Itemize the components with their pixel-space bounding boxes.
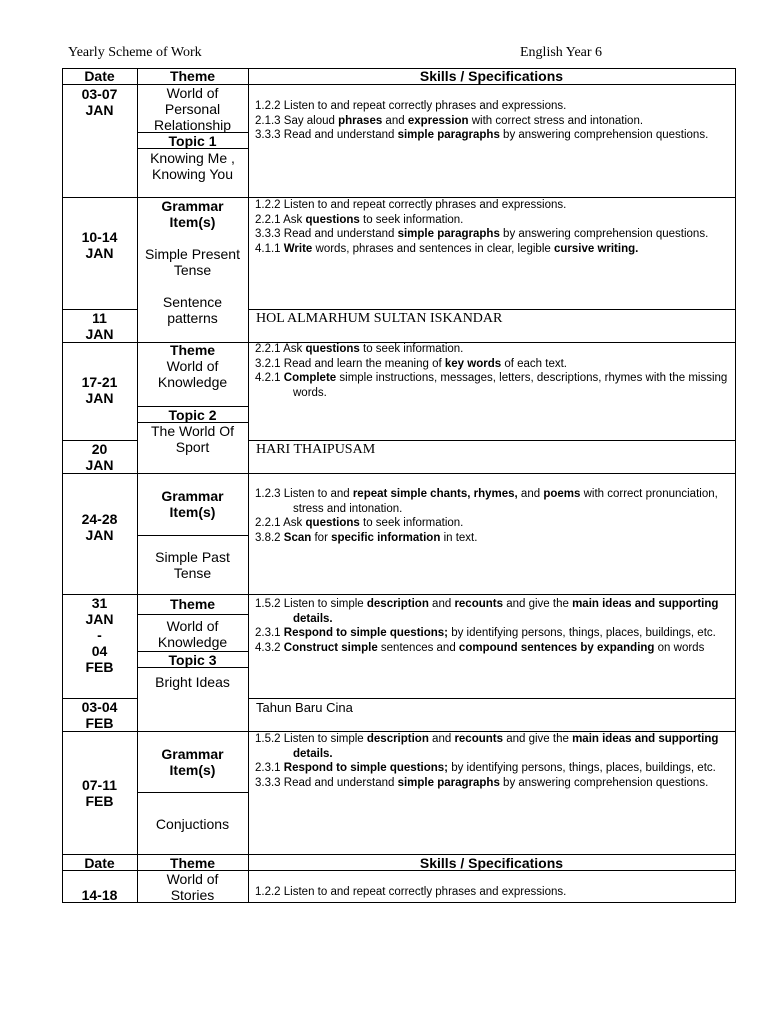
- skill-text: and: [517, 488, 544, 500]
- grammar-label: [137, 198, 248, 230]
- skill-keyword: expression: [407, 114, 469, 127]
- skill-keyword: Write: [283, 242, 313, 255]
- skill-text: 2.2.1 Ask: [255, 517, 306, 529]
- skill-keyword: recounts: [454, 733, 504, 745]
- skill-text: by identifying persons, things, places, buildings, etc.: [448, 762, 716, 774]
- row-divider-skills: [248, 309, 736, 310]
- grammar-label-line: Item(s): [169, 762, 216, 778]
- grammar-label: [137, 746, 248, 778]
- skill-item: [255, 732, 733, 761]
- skill-keyword: cursive writing.: [553, 242, 639, 255]
- skill-text: 3.3.3 Read and understand: [255, 129, 398, 141]
- skill-text: 3.2.1 Read and learn the meaning of: [255, 357, 445, 370]
- skill-text: by answering comprehension questions.: [499, 776, 709, 789]
- column-header-date-repeat: Date: [84, 855, 115, 871]
- skill-keyword: specific information: [331, 531, 441, 544]
- grammar-line: Tense: [173, 262, 212, 278]
- skill-item: [255, 114, 733, 129]
- theme-cell: [137, 618, 248, 650]
- grammar-label-line: Grammar: [161, 198, 224, 214]
- skill-keyword: Respond to simple questions;: [283, 762, 448, 774]
- skill-text: sentences and: [377, 641, 459, 654]
- date-line: FEB: [85, 659, 114, 675]
- skill-text: and: [382, 114, 408, 127]
- skill-text: 4.3.2: [255, 641, 284, 654]
- skill-keyword: description: [366, 598, 429, 610]
- date-cell: [62, 511, 137, 543]
- column-header-date: Date: [84, 68, 115, 84]
- theme-cell: [137, 358, 248, 390]
- grammar-label-line: Item(s): [169, 504, 216, 520]
- skill-keyword: description: [366, 733, 429, 745]
- grammar-line: Simple Past: [155, 549, 230, 565]
- skill-keyword: simple paragraphs: [397, 129, 500, 141]
- skill-text: 3.3.3 Read and understand: [255, 776, 398, 789]
- skill-item: [255, 516, 733, 531]
- skill-text: on words: [654, 641, 705, 654]
- row-divider: [62, 473, 736, 474]
- skills-cell: [255, 487, 733, 545]
- date-line: JAN: [85, 457, 114, 473]
- date-line: 17-21: [81, 374, 118, 390]
- skill-text: to seek information.: [359, 213, 464, 226]
- skill-item: [255, 487, 733, 516]
- skill-text: 2.3.1: [255, 627, 284, 639]
- theme-line: Knowledge: [157, 634, 228, 650]
- grammar-line: Tense: [173, 565, 212, 581]
- skill-text: words, phrases and sentences in clear, legible: [312, 242, 554, 255]
- skill-item: [255, 776, 733, 791]
- date-line: FEB: [85, 793, 114, 809]
- topic-label: Topic 3: [168, 652, 217, 668]
- skill-keyword: recounts: [454, 598, 504, 610]
- skill-text: 3.8.2: [255, 531, 284, 544]
- skill-keyword: Complete: [283, 372, 337, 384]
- skill-keyword: phrases: [338, 114, 383, 127]
- skill-keyword: Construct simple: [283, 641, 378, 654]
- date-cell: [62, 777, 137, 809]
- row-divider-skills: [248, 440, 736, 441]
- skill-item: [255, 242, 733, 257]
- column-header-theme: Theme: [169, 68, 216, 84]
- topic-name: Bright Ideas: [155, 674, 230, 690]
- skill-text: in text.: [440, 531, 478, 544]
- skill-item: [255, 885, 733, 900]
- date-line: 31: [91, 595, 108, 611]
- page-header-left: Yearly Scheme of Work: [68, 45, 202, 60]
- grammar-label-line: Grammar: [161, 746, 224, 762]
- theme-line: World of: [166, 85, 219, 101]
- skill-text: by identifying persons, things, places, buildings, etc.: [448, 627, 716, 639]
- skill-keyword: questions: [305, 517, 360, 529]
- skill-text: 2.1.3 Say aloud: [255, 114, 339, 127]
- theme-divider: [137, 614, 249, 615]
- skill-text: 2.3.1: [255, 762, 284, 774]
- table-border-right: [735, 68, 736, 903]
- holiday-label: Tahun Baru Cina: [256, 700, 353, 715]
- skill-keyword: main ideas and supporting details.: [293, 733, 719, 760]
- skills-cell: [255, 198, 733, 256]
- skill-text: 2.2.1 Ask: [255, 343, 306, 355]
- topic-name: [137, 150, 248, 182]
- skill-text: with correct stress and intonation.: [468, 114, 644, 127]
- skill-text: 1.2.2 Listen to and repeat correctly phrases and expressions.: [255, 886, 567, 898]
- theme-divider: [137, 535, 249, 536]
- theme-line: Personal: [164, 101, 221, 117]
- topic-line: Knowing Me ,: [150, 150, 235, 166]
- skill-text: and give the: [503, 733, 573, 745]
- date-line: 10-14: [81, 229, 118, 245]
- date-line: JAN: [85, 611, 114, 627]
- skill-keyword: simple paragraphs: [397, 776, 500, 789]
- skill-text: 1.2.2 Listen to and repeat correctly phrases and expressions.: [255, 100, 567, 112]
- date-cell: [62, 374, 137, 406]
- date-cell: 14-18: [81, 887, 118, 903]
- skill-item: [255, 342, 733, 357]
- grammar-item: Conjuctions: [155, 816, 230, 832]
- skill-keyword: main ideas and supporting details.: [293, 598, 719, 625]
- skill-text: to seek information.: [359, 517, 464, 529]
- date-line: JAN: [85, 245, 114, 261]
- date-line: 11: [92, 310, 107, 326]
- skill-item: [255, 597, 733, 626]
- skill-text: by answering comprehension questions.: [499, 129, 709, 141]
- grammar-item: [137, 246, 248, 326]
- skill-text: and: [428, 733, 455, 745]
- theme-label: Theme: [169, 596, 216, 612]
- skill-text: 1.2.3 Listen to and: [255, 488, 353, 500]
- date-cell: [62, 310, 137, 342]
- skill-text: by answering comprehension questions.: [499, 228, 709, 240]
- date-line: -: [97, 627, 102, 643]
- skill-text: and give the: [503, 598, 573, 610]
- skill-item: [255, 99, 733, 114]
- date-line: 03-07: [81, 86, 118, 102]
- skill-keyword: compound sentences by expanding: [458, 641, 655, 654]
- holiday-label: HOL ALMARHUM SULTAN ISKANDAR: [256, 311, 503, 326]
- date-line: JAN: [85, 326, 114, 342]
- skill-text: 2.2.1 Ask: [255, 213, 306, 226]
- topic-line: Knowing You: [152, 166, 233, 182]
- theme-label: Theme: [169, 342, 216, 358]
- topic-line: Sport: [175, 439, 210, 455]
- skills-cell: [255, 597, 733, 655]
- column-header-theme-repeat: Theme: [169, 855, 216, 871]
- date-cell: [62, 229, 137, 261]
- skills-cell: [255, 342, 733, 400]
- skill-text: simple instructions, messages, letters, descriptions, rhymes with the missing words.: [293, 372, 728, 399]
- skill-text: 4.2.1: [255, 372, 284, 384]
- column-header-skills: Skills / Specifications: [419, 68, 564, 84]
- skill-text: and: [428, 598, 455, 610]
- theme-line: World of: [166, 358, 219, 374]
- skills-cell: [255, 885, 733, 900]
- date-line: 20: [91, 441, 108, 457]
- grammar-line: Sentence: [162, 294, 223, 310]
- column-header-skills-repeat: Skills / Specifications: [419, 855, 564, 871]
- topic-line: The World Of: [151, 423, 234, 439]
- skill-text: to seek information.: [359, 343, 464, 355]
- grammar-line: Simple Present: [145, 246, 240, 262]
- date-cell: [62, 86, 137, 118]
- theme-line: Relationship: [153, 117, 232, 133]
- skill-text: 1.5.2 Listen to simple: [255, 733, 367, 745]
- date-line: 24-28: [81, 511, 118, 527]
- theme-line: Stories: [170, 887, 215, 903]
- grammar-label: [137, 488, 248, 520]
- theme-line: World of: [166, 618, 219, 634]
- date-cell: [62, 595, 137, 675]
- holiday-label: HARI THAIPUSAM: [256, 442, 376, 457]
- skill-item: [255, 357, 733, 372]
- skill-keyword: questions: [305, 343, 360, 355]
- skill-text: with correct pronunciation, stress and intonation.: [293, 488, 718, 515]
- date-line: JAN: [85, 527, 114, 543]
- grammar-label-line: Item(s): [169, 214, 216, 230]
- skill-item: [255, 531, 733, 546]
- date-line: 03-04: [81, 699, 118, 715]
- skill-keyword: poems: [543, 488, 581, 500]
- grammar-label-line: Grammar: [161, 488, 224, 504]
- date-cell: [62, 441, 137, 473]
- skill-text: 4.1.1: [255, 242, 284, 255]
- date-line: JAN: [85, 390, 114, 406]
- row-divider: [62, 594, 736, 595]
- skill-item: [255, 128, 733, 143]
- column-divider-theme: [248, 68, 249, 903]
- grammar-item: [137, 549, 248, 581]
- date-cell: [62, 699, 137, 731]
- topic-label: Topic 2: [168, 407, 217, 423]
- theme-divider: [137, 792, 249, 793]
- date-line: 07-11: [81, 777, 118, 793]
- skill-keyword: questions: [305, 213, 360, 226]
- topic-name: [137, 423, 248, 455]
- skill-item: [255, 227, 733, 242]
- theme-cell: [137, 871, 248, 903]
- date-line: FEB: [85, 715, 114, 731]
- skill-keyword: repeat simple chants, rhymes,: [352, 488, 518, 500]
- skill-keyword: simple paragraphs: [397, 228, 500, 240]
- theme-cell: [137, 85, 248, 133]
- skill-text: 3.3.3 Read and understand: [255, 228, 398, 240]
- skills-cell: [255, 732, 733, 790]
- skill-item: [255, 213, 733, 228]
- topic-label: Topic 1: [168, 133, 217, 149]
- skill-keyword: Respond to simple questions;: [283, 627, 448, 639]
- page-header-right: English Year 6: [520, 45, 603, 60]
- skill-keyword: key words: [444, 357, 502, 370]
- skill-item: [255, 641, 733, 656]
- skill-item: [255, 626, 733, 641]
- skill-text: for: [311, 531, 332, 544]
- skill-text: of each text.: [501, 357, 567, 370]
- skill-item: [255, 371, 733, 400]
- grammar-line: [137, 278, 248, 294]
- row-divider-skills: [248, 698, 736, 699]
- skills-cell: [255, 99, 733, 143]
- skill-keyword: Scan: [283, 531, 312, 544]
- skill-text: 1.2.2 Listen to and repeat correctly phrases and expressions.: [255, 199, 567, 211]
- date-line: 04: [91, 643, 108, 659]
- date-line: JAN: [85, 102, 114, 118]
- skill-item: [255, 198, 733, 213]
- skill-item: [255, 761, 733, 776]
- grammar-line: patterns: [167, 310, 218, 326]
- theme-line: World of: [166, 871, 219, 887]
- skill-text: 1.5.2 Listen to simple: [255, 598, 367, 610]
- theme-line: Knowledge: [157, 374, 228, 390]
